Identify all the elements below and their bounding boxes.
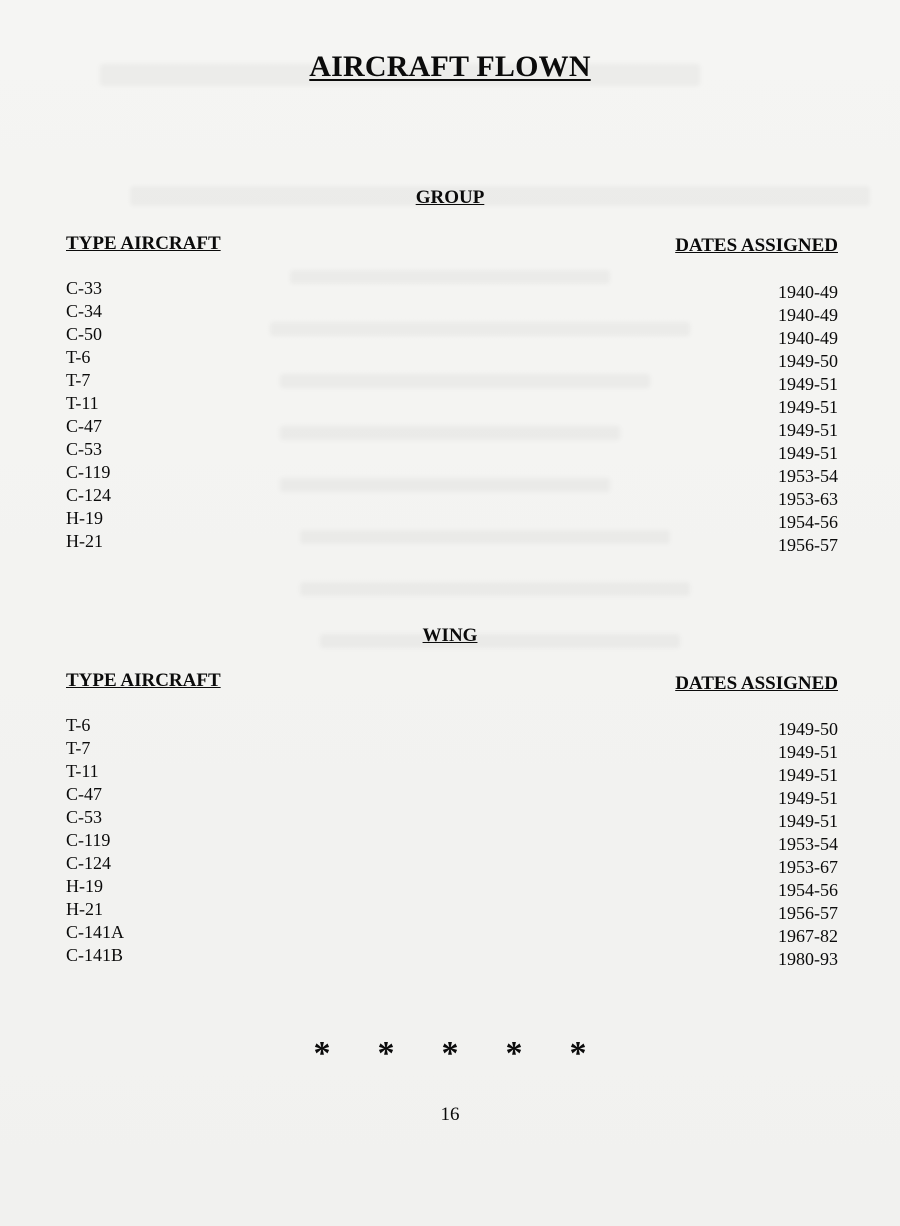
group-date-range: 1956-57 xyxy=(778,535,838,555)
wing-type-header: TYPE AIRCRAFT xyxy=(66,670,221,691)
wing-aircraft-type: C-141A xyxy=(66,922,124,942)
group-date-range: 1953-63 xyxy=(778,489,838,509)
section-separator xyxy=(0,1035,900,1073)
wing-aircraft-type: C-141B xyxy=(66,945,124,965)
wing-date-range: 1949-50 xyxy=(778,719,838,739)
wing-aircraft-list xyxy=(66,714,124,967)
group-date-range: 1949-51 xyxy=(778,374,838,394)
wing-aircraft-type: T-11 xyxy=(66,761,99,781)
wing-aircraft-type: C-53 xyxy=(66,807,102,827)
wing-aircraft-type: C-119 xyxy=(66,830,111,850)
group-aircraft-type: H-21 xyxy=(66,531,103,551)
wing-aircraft-type: T-7 xyxy=(66,738,91,758)
page-number: 16 xyxy=(440,1104,460,1125)
bleed-through-mark xyxy=(270,322,690,336)
page-title: AIRCRAFT FLOWN xyxy=(309,50,591,83)
wing-date-range: 1953-54 xyxy=(778,834,838,854)
wing-aircraft-type: H-19 xyxy=(66,876,103,896)
group-aircraft-type: T-7 xyxy=(66,370,91,390)
group-heading: GROUP xyxy=(415,187,485,208)
wing-aircraft-type: H-21 xyxy=(66,899,103,919)
wing-date-range: 1949-51 xyxy=(778,811,838,831)
group-date-range: 1940-49 xyxy=(778,305,838,325)
wing-aircraft-type: C-47 xyxy=(66,784,102,804)
wing-date-range: 1953-67 xyxy=(778,857,838,877)
bleed-through-mark xyxy=(290,270,610,284)
bleed-through-mark xyxy=(280,478,610,492)
wing-date-range: 1967-82 xyxy=(778,926,838,946)
wing-dates-header: DATES ASSIGNED xyxy=(675,673,838,694)
group-aircraft-type: C-53 xyxy=(66,439,102,459)
group-date-range: 1949-51 xyxy=(778,397,838,417)
bleed-through-mark xyxy=(280,374,650,388)
bleed-through-mark xyxy=(300,530,670,544)
asterisk: * xyxy=(441,1035,459,1072)
wing-aircraft-type: C-124 xyxy=(66,853,111,873)
group-dates-list xyxy=(778,281,838,557)
group-aircraft-type: C-50 xyxy=(66,324,102,344)
bleed-through-mark xyxy=(280,426,620,440)
group-aircraft-type: C-33 xyxy=(66,278,102,298)
asterisk: * xyxy=(313,1035,331,1072)
group-aircraft-type: C-119 xyxy=(66,462,111,482)
wing-date-range: 1949-51 xyxy=(778,765,838,785)
group-aircraft-type: C-47 xyxy=(66,416,102,436)
group-dates-header: DATES ASSIGNED xyxy=(675,235,838,256)
group-date-range: 1940-49 xyxy=(778,282,838,302)
group-date-range: 1953-54 xyxy=(778,466,838,486)
wing-date-range: 1949-51 xyxy=(778,742,838,762)
wing-date-range: 1956-57 xyxy=(778,903,838,923)
wing-date-range: 1980-93 xyxy=(778,949,838,969)
group-aircraft-type: T-11 xyxy=(66,393,99,413)
group-aircraft-list xyxy=(66,277,111,553)
wing-date-range: 1949-51 xyxy=(778,788,838,808)
group-date-range: 1949-51 xyxy=(778,443,838,463)
bleed-through-mark xyxy=(300,582,690,596)
wing-heading: WING xyxy=(422,625,478,646)
group-aircraft-type: C-34 xyxy=(66,301,102,321)
group-date-range: 1954-56 xyxy=(778,512,838,532)
asterisk: * xyxy=(569,1035,587,1072)
group-aircraft-type: H-19 xyxy=(66,508,103,528)
group-date-range: 1949-51 xyxy=(778,420,838,440)
group-type-header: TYPE AIRCRAFT xyxy=(66,233,221,254)
wing-aircraft-type: T-6 xyxy=(66,715,91,735)
group-aircraft-type: T-6 xyxy=(66,347,91,367)
group-date-range: 1940-49 xyxy=(778,328,838,348)
asterisk: * xyxy=(377,1035,395,1072)
wing-date-range: 1954-56 xyxy=(778,880,838,900)
group-aircraft-type: C-124 xyxy=(66,485,111,505)
wing-dates-list xyxy=(778,718,838,971)
asterisk: * xyxy=(505,1035,523,1072)
group-date-range: 1949-50 xyxy=(778,351,838,371)
